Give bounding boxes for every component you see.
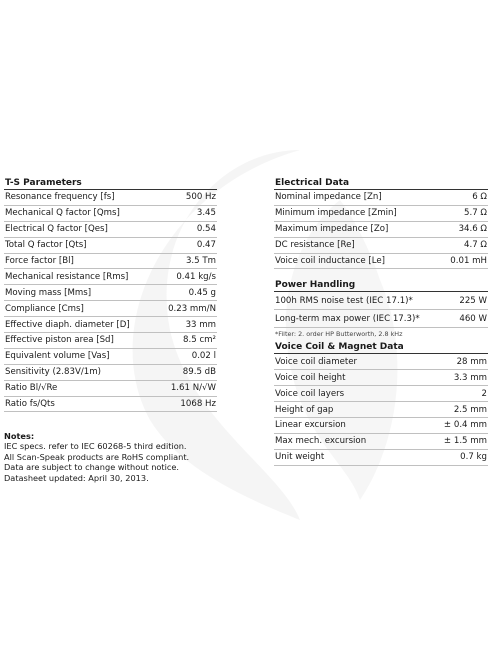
row-label: Voice coil diameter <box>275 356 358 367</box>
row-value: 4.7 Ω <box>464 240 487 251</box>
table-row <box>4 206 217 222</box>
table-row <box>274 310 488 328</box>
row-value: 1068 Hz <box>180 399 216 410</box>
row-value: 1.61 N/√W <box>170 383 216 394</box>
table-row <box>274 402 488 418</box>
table-row <box>274 354 488 370</box>
table-row <box>4 333 217 349</box>
row-label: Electrical Q factor [Qes] <box>5 224 108 235</box>
row-label: 100h RMS noise test (IEC 17.1)* <box>275 295 413 306</box>
table-row <box>4 397 217 413</box>
row-value: 0.23 mm/N <box>168 303 216 314</box>
table-row <box>4 381 217 397</box>
row-label: Resonance frequency [fs] <box>5 192 115 203</box>
row-value: 3.5 Tm <box>185 256 216 266</box>
table-row <box>4 238 217 254</box>
ts-parameters-table <box>4 190 217 412</box>
row-label: Maximum impedance [Zo] <box>275 224 389 235</box>
row-value: 0.41 kg/s <box>176 271 216 282</box>
table-row <box>274 370 488 386</box>
row-label: Sensitivity (2.83V/1m) <box>5 367 101 378</box>
note-line: IEC specs. refer to IEC 60268-5 third edition. <box>4 441 187 452</box>
row-value: 89.5 dB <box>182 367 216 378</box>
table-row <box>4 317 217 333</box>
table-row <box>4 269 217 285</box>
table-row <box>4 365 217 381</box>
row-label: Voice coil layers <box>275 388 345 399</box>
row-value: 2 <box>481 388 487 399</box>
row-value: 0.45 g <box>188 287 216 298</box>
table-row <box>4 254 217 270</box>
row-value: 33 mm <box>185 319 216 330</box>
row-value: 5.7 Ω <box>464 208 487 219</box>
row-value: 2.5 mm <box>453 404 487 415</box>
voice-coil-title: Voice Coil & Magnet Data <box>274 341 488 354</box>
power-handling-table <box>274 292 488 328</box>
notes-title: Notes: <box>4 431 35 441</box>
table-row <box>4 285 217 301</box>
table-row <box>274 450 488 466</box>
row-value: 6 Ω <box>472 192 487 203</box>
power-handling-section <box>274 279 488 341</box>
ts-parameters-section <box>4 177 217 412</box>
row-value: 500 Hz <box>185 192 216 203</box>
row-value: ± 1.5 mm <box>443 436 487 447</box>
ts-parameters-title: T-S Parameters <box>4 177 217 190</box>
row-label: Voice coil height <box>275 372 346 383</box>
row-value: 34.6 Ω <box>458 224 487 235</box>
right-column <box>274 177 488 466</box>
filter-note: *Filter: 2. order HP Butterworth, 2.8 kHz <box>275 330 403 339</box>
table-row <box>274 238 488 254</box>
row-label: Unit weight <box>275 452 325 463</box>
row-value: 460 W <box>459 313 487 324</box>
row-value: 0.7 kg <box>460 452 487 463</box>
table-row <box>4 349 217 365</box>
table-row <box>274 206 488 222</box>
table-row <box>274 434 488 450</box>
table-row <box>274 190 488 206</box>
row-value: 0.47 <box>196 240 216 251</box>
table-row <box>274 292 488 310</box>
power-handling-title: Power Handling <box>274 279 488 292</box>
electrical-data-title: Electrical Data <box>274 177 488 190</box>
row-value: 8.5 cm² <box>183 335 216 346</box>
row-label: Mechanical Q factor [Qms] <box>5 208 120 219</box>
row-label: Moving mass [Mms] <box>5 287 92 298</box>
row-label: Linear excursion <box>275 420 346 431</box>
note-line: All Scan-Speak products are RoHS compliant. <box>4 451 190 462</box>
row-value: 3.3 mm <box>453 372 487 383</box>
row-label: Max mech. excursion <box>275 436 367 447</box>
row-label: Ratio Bl/√Re <box>5 383 58 394</box>
row-label: DC resistance [Re] <box>275 240 355 251</box>
table-row <box>4 190 217 206</box>
table-row <box>274 254 488 270</box>
electrical-data-table <box>274 190 488 269</box>
row-label: Nominal impedance [Zn] <box>275 192 382 203</box>
note-line: Data are subject to change without notice. <box>4 462 180 473</box>
row-label: Equivalent volume [Vas] <box>5 351 110 362</box>
row-label: Ratio fs/Qts <box>5 399 55 410</box>
table-row <box>274 386 488 402</box>
row-value: 225 W <box>459 295 487 306</box>
row-value: 0.01 mH <box>450 256 487 266</box>
voice-coil-table <box>274 354 488 465</box>
table-row <box>274 418 488 434</box>
table-row <box>274 222 488 238</box>
row-value: 0.54 <box>196 224 216 235</box>
row-label: Effective piston area [Sd] <box>5 335 114 346</box>
row-label: Minimum impedance [Zmin] <box>275 208 397 219</box>
note-line: Datasheet updated: April 30, 2013. <box>4 472 149 483</box>
row-value: 0.02 l <box>191 351 216 362</box>
table-row <box>4 222 217 238</box>
row-label: Effective diaph. diameter [D] <box>5 319 130 330</box>
row-label: Voice coil inductance [Le] <box>275 256 386 266</box>
row-label: Total Q factor [Qts] <box>5 240 87 251</box>
row-label: Long-term max power (IEC 17.3)* <box>275 313 420 324</box>
row-label: Force factor [Bl] <box>5 256 74 266</box>
row-label: Compliance [Cms] <box>5 303 84 314</box>
electrical-data-section <box>274 177 488 269</box>
notes-section <box>4 431 244 483</box>
table-row <box>4 301 217 317</box>
row-value: ± 0.4 mm <box>443 420 487 431</box>
row-label: Mechanical resistance [Rms] <box>5 271 129 282</box>
voice-coil-section <box>274 341 488 465</box>
row-label: Height of gap <box>275 404 334 415</box>
row-value: 3.45 <box>196 208 216 219</box>
row-value: 28 mm <box>456 356 487 367</box>
notes-lines <box>4 441 244 483</box>
